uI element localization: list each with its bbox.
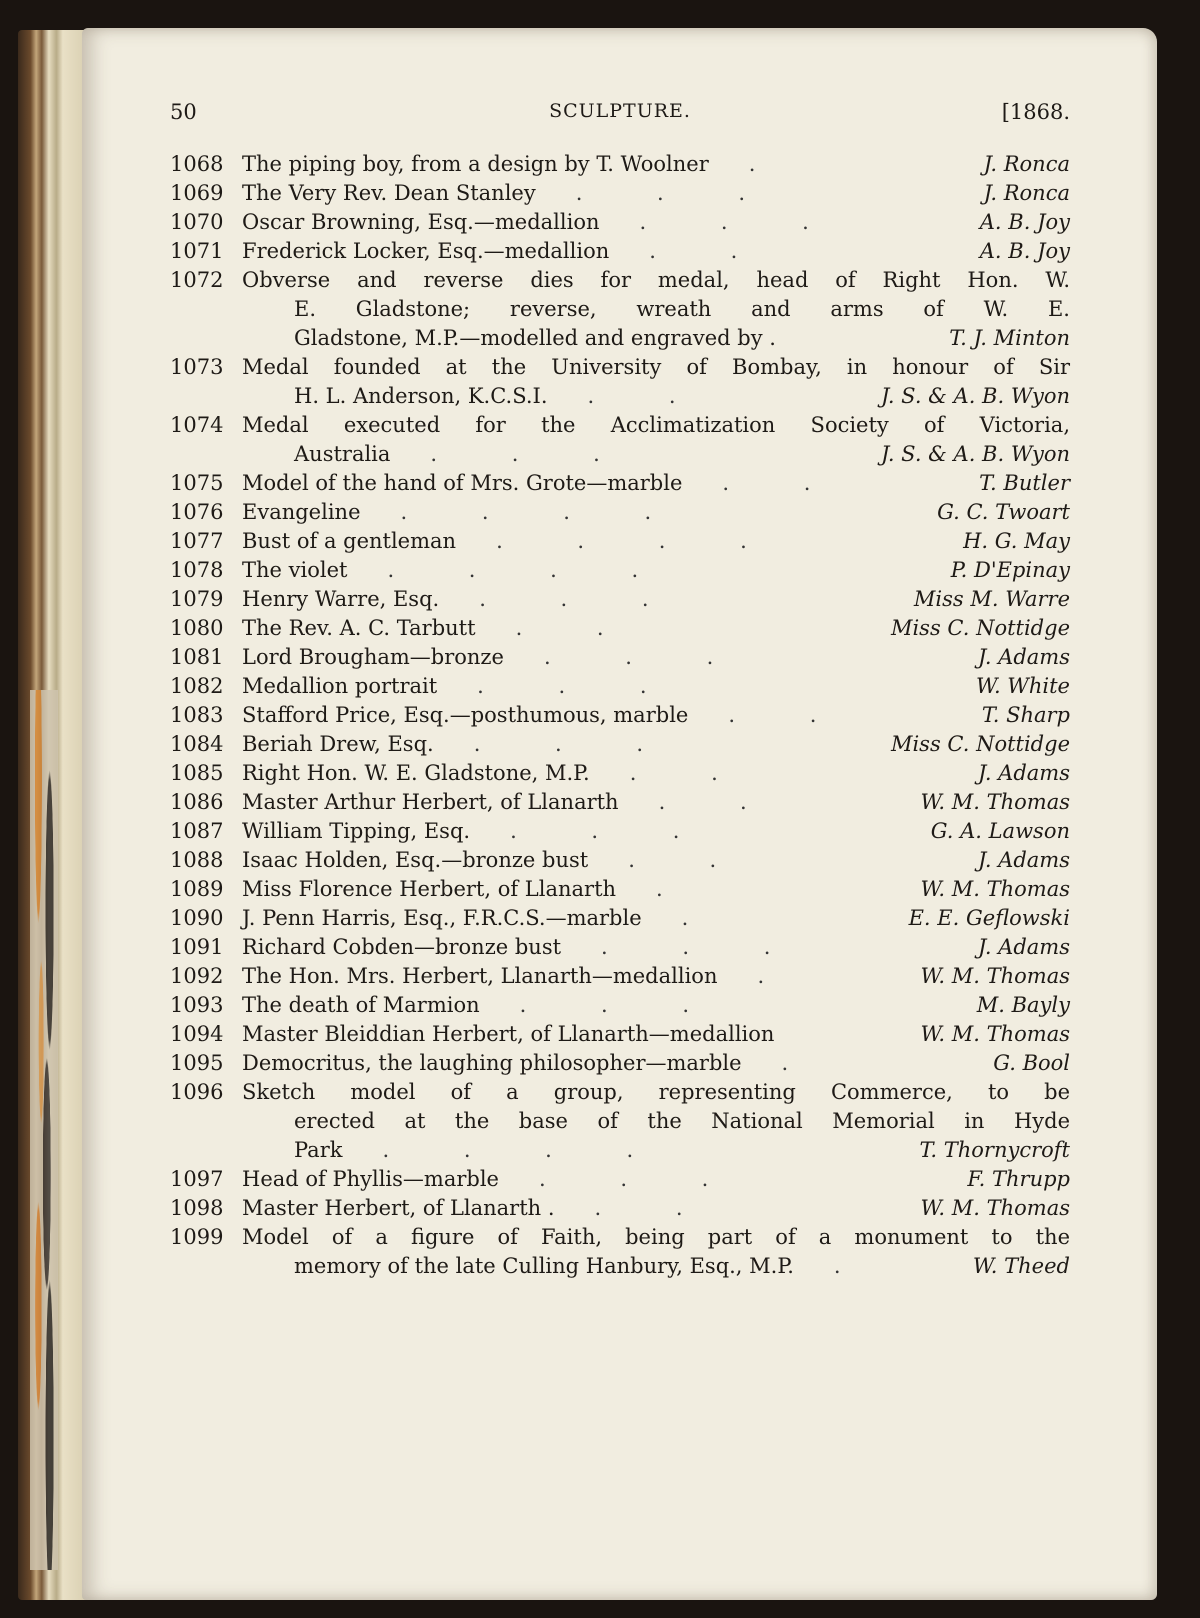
- entry-description: William Tipping, Esq.: [242, 819, 471, 843]
- catalogue-entry: [170, 817, 1070, 846]
- entry-line: [242, 1252, 1070, 1281]
- leader-dots: . . .: [543, 645, 748, 669]
- entry-line: [242, 440, 1070, 469]
- artist-name: J. Adams: [978, 935, 1070, 959]
- entry-body: [242, 208, 1070, 237]
- entry-description: Master Bleiddian Herbert, of Llanarth—medallion: [242, 1022, 775, 1046]
- entry-line: [242, 324, 1070, 353]
- entry-body: [242, 498, 1070, 527]
- entry-number: 1072: [170, 268, 224, 292]
- catalogue-entry: [170, 1020, 1070, 1049]
- leader-dots: . .: [629, 761, 752, 785]
- entry-line: [242, 295, 1070, 324]
- artist-name: F. Thrupp: [967, 1167, 1070, 1191]
- entry-line: [242, 875, 1070, 904]
- entry-number: 1076: [170, 500, 224, 524]
- entry-description: H. L. Anderson, K.C.S.I.: [294, 384, 548, 408]
- entry-body: [242, 730, 1070, 759]
- entry-description: Frederick Locker, Esq.—medallion: [242, 239, 610, 263]
- leader-dots: . . . .: [496, 529, 781, 553]
- leader-dots: . . .: [477, 674, 681, 698]
- entry-line: [242, 643, 1070, 672]
- entry-number: 1099: [170, 1225, 224, 1249]
- entry-number: 1090: [170, 906, 224, 930]
- catalogue-entry: [170, 585, 1070, 614]
- entry-line: [242, 208, 1070, 237]
- entry-number: 1095: [170, 1051, 224, 1075]
- entry-body: [242, 875, 1070, 904]
- entry-line: [242, 730, 1070, 759]
- entry-number: 1085: [170, 761, 224, 785]
- entry-description: Medallion portrait: [242, 674, 438, 698]
- artist-name: A. B. Joy: [979, 239, 1070, 263]
- entry-body: [242, 933, 1070, 962]
- catalogue-entry: [170, 672, 1070, 701]
- entry-line: [242, 1136, 1070, 1165]
- entry-description: Model of a figure of Faith, being part of a monument to the: [242, 1225, 1070, 1249]
- entry-body: [242, 846, 1070, 875]
- entry-line: [242, 1107, 1070, 1136]
- leader-dots: . . .: [601, 935, 805, 959]
- artist-name: P. D'Epinay: [950, 558, 1070, 582]
- catalogue-entry: [170, 411, 1070, 469]
- leader-dots: . .: [587, 384, 710, 408]
- leader-dots: . .: [515, 616, 638, 640]
- catalogue-entry: [170, 150, 1070, 179]
- artist-name: J. Ronca: [983, 181, 1070, 205]
- artist-name: Miss C. Nottidge: [890, 732, 1070, 756]
- entry-description: The Rev. A. C. Tarbutt: [242, 616, 476, 640]
- entry-line: [242, 556, 1070, 585]
- entry-description: The death of Marmion: [242, 993, 480, 1017]
- entry-line: [242, 1078, 1070, 1107]
- catalogue-entry: [170, 991, 1070, 1020]
- entry-body: [242, 904, 1070, 933]
- entry-number: 1081: [170, 645, 224, 669]
- entry-number: 1084: [170, 732, 224, 756]
- entry-description: J. Penn Harris, Esq., F.R.C.S.—marble: [242, 906, 642, 930]
- catalogue-entry: [170, 759, 1070, 788]
- entry-line: [242, 759, 1070, 788]
- catalogue-entry: [170, 875, 1070, 904]
- artist-name: J. S. & A. B. Wyon: [881, 442, 1070, 466]
- leader-dots: . .: [628, 848, 751, 872]
- entry-number: 1077: [170, 529, 224, 553]
- entry-line: [242, 469, 1070, 498]
- entry-description: Right Hon. W. E. Gladstone, M.P.: [242, 761, 590, 785]
- entry-number: 1088: [170, 848, 224, 872]
- entry-body: [242, 701, 1070, 730]
- catalogue-entry: [170, 237, 1070, 266]
- catalogue-entry: [170, 962, 1070, 991]
- entry-body: [242, 672, 1070, 701]
- entry-line: [242, 1223, 1070, 1252]
- entry-line: [242, 353, 1070, 382]
- artist-name: M. Bayly: [976, 993, 1070, 1017]
- catalogue-entry: [170, 643, 1070, 672]
- entry-body: [242, 556, 1070, 585]
- entry-number: 1092: [170, 964, 224, 988]
- artist-name: W. White: [976, 674, 1070, 698]
- entry-description: Head of Phyllis—marble: [242, 1167, 499, 1191]
- entry-description: Stafford Price, Esq.—posthumous, marble: [242, 703, 689, 727]
- entry-description: memory of the late Culling Hanbury, Esq., M.P.: [294, 1254, 794, 1278]
- entry-line: [242, 933, 1070, 962]
- entry-line: [242, 672, 1070, 701]
- catalogue-entry: [170, 933, 1070, 962]
- entry-body: [242, 817, 1070, 846]
- entry-description: Medal executed for the Acclimatization Society of Victoria,: [242, 413, 1070, 437]
- artist-name: G. A. Lawson: [930, 819, 1070, 843]
- entry-description: Medal founded at the University of Bombay, in honour of Sir: [242, 355, 1070, 379]
- artist-name: G. C. Twoart: [937, 500, 1070, 524]
- entry-body: [242, 237, 1070, 266]
- leader-dots: . . .: [479, 587, 683, 611]
- artist-name: T. Butler: [979, 471, 1070, 495]
- entry-line: [242, 237, 1070, 266]
- entry-description: The piping boy, from a design by T. Woolner: [242, 152, 709, 176]
- entry-body: [242, 1049, 1070, 1078]
- leader-dots: . .: [658, 790, 781, 814]
- entry-number: 1086: [170, 790, 224, 814]
- entry-line: [242, 1049, 1070, 1078]
- entry-line: [242, 788, 1070, 817]
- entry-line: [242, 846, 1070, 875]
- leader-dots: . . . .: [382, 1138, 668, 1162]
- entry-description: Lord Brougham—bronze: [242, 645, 504, 669]
- catalogue-entry: [170, 1078, 1070, 1165]
- catalogue-entry: [170, 498, 1070, 527]
- catalogue-entry: [170, 556, 1070, 585]
- entry-number: 1087: [170, 819, 224, 843]
- artist-name: T. Thornycroft: [919, 1138, 1070, 1162]
- artist-name: E. E. Geflowski: [908, 906, 1070, 930]
- entry-body: [242, 527, 1070, 556]
- leader-dots: . . .: [510, 819, 714, 843]
- artist-name: T. Sharp: [981, 703, 1070, 727]
- year-label: [1868.: [1001, 100, 1070, 124]
- artist-name: H. G. May: [963, 529, 1070, 553]
- leader-dots: . . .: [473, 732, 678, 756]
- catalogue-entry: [170, 1049, 1070, 1078]
- entry-number: 1074: [170, 413, 224, 437]
- entry-line: [242, 1020, 1070, 1049]
- artist-name: J. Adams: [978, 848, 1070, 872]
- leader-dots: . .: [649, 239, 772, 263]
- entry-line: [242, 817, 1070, 846]
- leader-dots: . .: [728, 703, 851, 727]
- entry-body: [242, 759, 1070, 788]
- entry-number: 1075: [170, 471, 224, 495]
- entry-number: 1082: [170, 674, 224, 698]
- artist-name: W. M. Thomas: [920, 790, 1070, 814]
- entry-number: 1080: [170, 616, 224, 640]
- artist-name: W. M. Thomas: [920, 1196, 1070, 1220]
- catalogue-entry: [170, 179, 1070, 208]
- leader-dots: .: [656, 877, 697, 901]
- entry-line: [242, 382, 1070, 411]
- entry-body: [242, 266, 1070, 353]
- entry-number: 1091: [170, 935, 224, 959]
- leader-dots: . . . .: [387, 558, 673, 582]
- entry-line: [242, 527, 1070, 556]
- entry-line: [242, 614, 1070, 643]
- catalogue-entry: [170, 208, 1070, 237]
- entry-body: [242, 179, 1070, 208]
- entry-body: [242, 585, 1070, 614]
- entry-number: 1083: [170, 703, 224, 727]
- entry-body: [242, 1223, 1070, 1281]
- leader-dots: . . . .: [400, 500, 686, 524]
- artist-name: Miss M. Warre: [913, 587, 1070, 611]
- entry-number: 1068: [170, 152, 224, 176]
- entry-line: [242, 266, 1070, 295]
- entry-line: [242, 150, 1070, 179]
- artist-name: W. M. Thomas: [920, 877, 1070, 901]
- catalogue-entry: [170, 353, 1070, 411]
- leader-dots: . . .: [430, 442, 634, 466]
- entry-number: 1079: [170, 587, 224, 611]
- entry-body: [242, 643, 1070, 672]
- entry-description: The Very Rev. Dean Stanley: [242, 181, 536, 205]
- entry-description: Henry Warre, Esq.: [242, 587, 440, 611]
- entry-line: [242, 585, 1070, 614]
- leader-dots: .: [833, 1254, 875, 1278]
- catalogue-entry: [170, 527, 1070, 556]
- artist-name: J. Adams: [978, 761, 1070, 785]
- entry-number: 1093: [170, 993, 224, 1017]
- leader-dots: . .: [594, 1196, 717, 1220]
- entry-line: [242, 498, 1070, 527]
- entry-body: [242, 411, 1070, 469]
- leader-dots: .: [748, 152, 790, 176]
- entry-body: [242, 469, 1070, 498]
- artist-name: G. Bool: [993, 1051, 1070, 1075]
- entry-description: Democritus, the laughing philosopher—marble: [242, 1051, 742, 1075]
- entry-description: Miss Florence Herbert, of Llanarth: [242, 877, 617, 901]
- artist-name: J. Ronca: [983, 152, 1070, 176]
- leader-dots: . . .: [639, 210, 843, 234]
- page-number: 50: [170, 100, 197, 124]
- marbled-endpaper: [30, 690, 58, 1570]
- entry-description: Beriah Drew, Esq.: [242, 732, 434, 756]
- artist-name: J. S. & A. B. Wyon: [881, 384, 1070, 408]
- entry-description: Park: [294, 1138, 343, 1162]
- entry-line: [242, 701, 1070, 730]
- entry-body: [242, 353, 1070, 411]
- catalogue-entry: [170, 904, 1070, 933]
- entry-description: Master Arthur Herbert, of Llanarth: [242, 790, 619, 814]
- running-head: [170, 100, 1070, 140]
- leader-dots: . . .: [519, 993, 724, 1017]
- artist-name: Miss C. Nottidge: [890, 616, 1070, 640]
- entry-description: Richard Cobden—bronze bust: [242, 935, 562, 959]
- catalogue-entry: [170, 730, 1070, 759]
- entry-line: [242, 1194, 1070, 1223]
- entry-line: [242, 1165, 1070, 1194]
- entry-description: Obverse and reverse dies for medal, head of Right Hon. W.: [242, 268, 1070, 292]
- entry-number: 1071: [170, 239, 224, 263]
- entry-description: Sketch model of a group, representing Commerce, to be: [242, 1080, 1070, 1104]
- entry-body: [242, 1165, 1070, 1194]
- entry-body: [242, 788, 1070, 817]
- catalogue-entry: [170, 614, 1070, 643]
- entry-number: 1070: [170, 210, 224, 234]
- artist-name: J. Adams: [978, 645, 1070, 669]
- entry-body: [242, 1078, 1070, 1165]
- entry-description: Model of the hand of Mrs. Grote—marble: [242, 471, 683, 495]
- entry-body: [242, 962, 1070, 991]
- entry-body: [242, 1194, 1070, 1223]
- entry-line: [242, 904, 1070, 933]
- leader-dots: .: [781, 1051, 823, 1075]
- leader-dots: .: [681, 906, 723, 930]
- entry-description: E. Gladstone; reverse, wreath and arms of W. E.: [294, 297, 1070, 321]
- entry-description: Gladstone, M.P.—modelled and engraved by .: [294, 326, 776, 350]
- entry-description: The violet: [242, 558, 348, 582]
- artist-name: W. Theed: [972, 1254, 1070, 1278]
- artist-name: A. B. Joy: [979, 210, 1070, 234]
- leader-dots: .: [757, 964, 799, 988]
- entry-description: Australia: [294, 442, 391, 466]
- artist-name: W. M. Thomas: [920, 1022, 1070, 1046]
- artist-name: W. M. Thomas: [920, 964, 1070, 988]
- entry-line: [242, 962, 1070, 991]
- entry-number: 1098: [170, 1196, 224, 1220]
- catalogue-entry: [170, 1194, 1070, 1223]
- entry-number: 1097: [170, 1167, 224, 1191]
- entry-description: Isaac Holden, Esq.—bronze bust: [242, 848, 589, 872]
- catalogue-entry: [170, 1165, 1070, 1194]
- entry-number: 1096: [170, 1080, 224, 1104]
- catalogue-entry: [170, 701, 1070, 730]
- catalogue-entry: [170, 846, 1070, 875]
- section-title: SCULPTURE.: [549, 100, 691, 122]
- entry-body: [242, 991, 1070, 1020]
- entry-description: Oscar Browning, Esq.—medallion: [242, 210, 600, 234]
- entry-number: 1078: [170, 558, 224, 582]
- artist-name: T. J. Minton: [949, 326, 1070, 350]
- entry-line: [242, 411, 1070, 440]
- entry-number: 1073: [170, 355, 224, 379]
- entry-line: [242, 991, 1070, 1020]
- entry-description: Master Herbert, of Llanarth .: [242, 1196, 555, 1220]
- entry-number: 1094: [170, 1022, 224, 1046]
- catalogue-entries: [170, 150, 1070, 1281]
- catalogue-entry: [170, 1223, 1070, 1281]
- leader-dots: . . .: [575, 181, 780, 205]
- entry-body: [242, 1020, 1070, 1049]
- entry-description: The Hon. Mrs. Herbert, Llanarth—medallion: [242, 964, 718, 988]
- entry-description: Evangeline: [242, 500, 361, 524]
- entry-line: [242, 179, 1070, 208]
- entry-description: erected at the base of the National Memorial in Hyde: [294, 1109, 1070, 1133]
- entry-description: Bust of a gentleman: [242, 529, 457, 553]
- leader-dots: . .: [722, 471, 845, 495]
- entry-body: [242, 614, 1070, 643]
- entry-number: 1069: [170, 181, 224, 205]
- entry-number: 1089: [170, 877, 224, 901]
- catalogue-entry: [170, 469, 1070, 498]
- entry-body: [242, 150, 1070, 179]
- catalogue-entry: [170, 788, 1070, 817]
- catalogue-entry: [170, 266, 1070, 353]
- leader-dots: . . .: [538, 1167, 743, 1191]
